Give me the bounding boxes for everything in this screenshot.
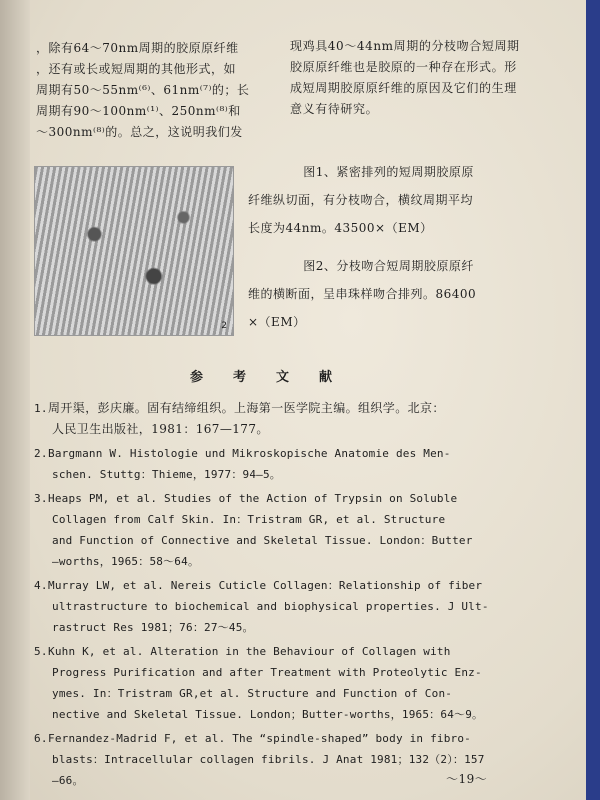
reference-item [34,728,574,791]
caption-line: 纤维纵切面，有分枝吻合，横纹周期平均 [248,193,474,207]
reference-number: 1. [34,402,48,415]
reference-number: 5. [34,645,48,658]
text-line: 胶原原纤维也是胶原的一种存在形式。形 [290,60,517,74]
text-line: ～300nm⁽⁸⁾的。总之，这说明我们发 [36,125,243,139]
caption-line: 长度为44nm。43500×（EM） [248,221,433,235]
reference-number: 2. [34,447,48,460]
heading-char: 献 [319,370,333,385]
reference-list [34,398,574,794]
book-spine-shadow [0,0,30,800]
heading-char: 文 [276,370,290,385]
text-line: 现鸡具40～44nm周期的分枝吻合短周期 [290,39,520,53]
references-heading [190,366,362,385]
reference-number: 4. [34,579,48,592]
reference-line: schen. Stuttg：Thieme，1977：94—5。 [52,468,282,481]
caption-line: 图2、分枝吻合短周期胶原原纤 [303,259,474,273]
reference-line: ultrastructure to biochemical and biophysical properties. J Ult- [52,600,489,613]
text-line: ，还有或长或短周期的其他形式，如 [36,62,237,76]
reference-line: Murray LW, et al. Nereis Cuticle Collagen：Relationship of fiber [48,579,483,592]
reference-line: —66。 [52,774,84,787]
reference-line: 人民卫生出版社，1981：167—177。 [52,422,269,436]
reference-number: 3. [34,492,48,505]
text-line: ，除有64～70nm周期的胶原原纤维 [36,41,239,55]
reference-line: Fernandez-Madrid F, et al. The “spindle-shaped” body in fibro- [48,732,471,745]
reference-item [34,641,574,725]
caption-line: ×（EM） [248,315,306,329]
reference-line: nective and Skeletal Tissue. London；Butter-worths，1965：64～9。 [52,708,484,721]
heading-char: 参 [190,370,204,385]
reference-item [34,398,574,440]
reference-item [34,443,574,485]
text-line: 周期有90～100nm⁽¹⁾、250nm⁽⁸⁾和 [36,104,241,118]
reference-line: —worths，1965：58～64。 [52,555,200,568]
text-line: 意义有待研究。 [290,102,379,116]
reference-line: Heaps PM, et al. Studies of the Action of Trypsin on Soluble [48,492,458,505]
electron-micrograph-image [34,166,234,336]
page-number: ～19～ [446,772,488,786]
reference-line: 周开渠，彭庆廉。固有结缔组织。上海第一医学院主编。组织学。北京： [48,401,445,415]
reference-line: Collagen from Calf Skin. In：Tristram GR, et al. Structure [52,513,446,526]
reference-item [34,575,574,638]
reference-line: blasts：Intracellular collagen fibrils. J Anat 1981；132（2）：157 [52,753,485,766]
reference-line: and Function of Connective and Skeletal Tissue. London：Butter [52,534,473,547]
caption-line: 图1、紧密排列的短周期胶原原 [303,165,474,179]
text-line: 周期有50～55nm⁽⁶⁾、61nm⁽⁷⁾的；长 [36,83,250,97]
right-column-text [290,36,562,120]
reference-number: 6. [34,732,48,745]
figure-label: 2 [221,321,227,331]
reference-line: ymes. In：Tristram GR,et al. Structure and Function of Con- [52,687,453,700]
reference-line: Kuhn K, et al. Alteration in the Behaviour of Collagen with [48,645,451,658]
reference-item [34,488,574,572]
text-line: 成短周期胶原原纤维的原因及它们的生理 [290,81,517,95]
caption-line: 维的横断面，呈串珠样吻合排列。86400 [248,287,477,301]
reference-line: Progress Purification and after Treatment with Proteolytic Enz- [52,666,482,679]
reference-line: rastruct Res 1981；76：27～45。 [52,621,254,634]
reference-line: Bargmann W. Histologie und Mikroskopische Anatomie des Men- [48,447,451,460]
heading-char: 考 [233,370,247,385]
figure-2-caption [248,252,566,336]
figure-1-caption [248,158,566,242]
left-column-text [36,38,268,143]
